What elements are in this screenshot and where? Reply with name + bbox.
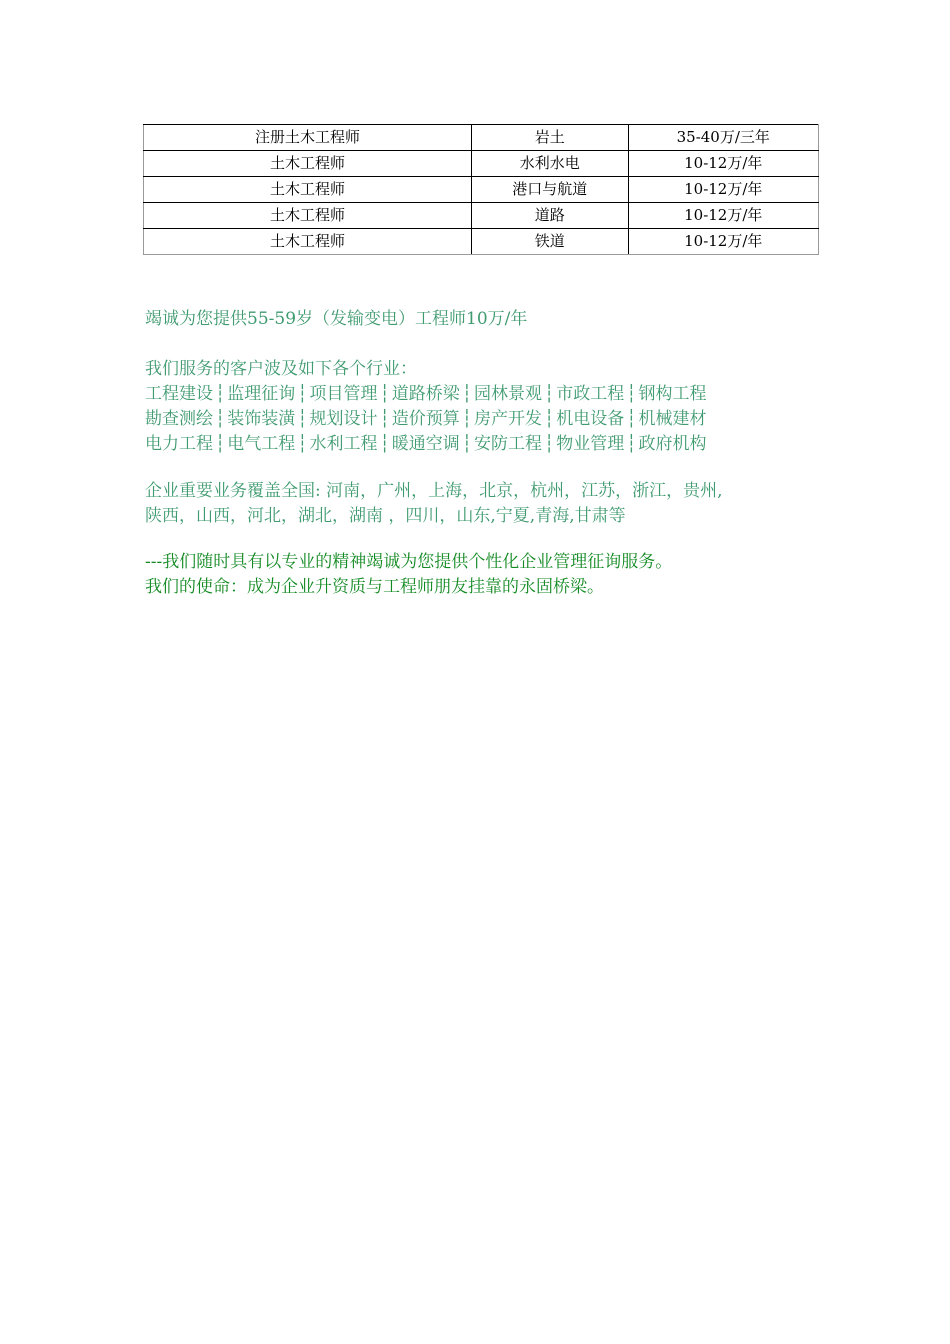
industry-item: 房产开发 — [474, 409, 542, 429]
separator-glyph: ┆ — [626, 384, 637, 404]
industry-item: 钢构工程 — [638, 384, 707, 404]
coverage-line: 企业重要业务覆盖全国: 河南，广州，上海，北京，杭州，江苏，浙江，贵州, — [145, 481, 723, 501]
offer-paragraph — [145, 307, 825, 332]
industry-item: 项目管理 — [309, 384, 378, 404]
industry-item: 电气工程 — [227, 434, 296, 454]
coverage-paragraph — [145, 479, 825, 529]
position-cell: 土木工程师 — [144, 203, 472, 229]
industry-item: 电力工程 — [145, 434, 213, 454]
specialty-cell: 铁道 — [471, 229, 628, 255]
specialty-cell: 港口与航道 — [471, 177, 628, 203]
rate-cell: 10-12万/年 — [628, 151, 818, 177]
table-row — [144, 177, 819, 203]
industry-item: 工程建设 — [145, 384, 213, 404]
separator-glyph: ┆ — [215, 409, 226, 429]
separator-glyph: ┆ — [461, 434, 472, 454]
position-rate-table — [143, 124, 819, 255]
coverage-line: 陕西，山西，河北，湖北，湖南 ，四川，山东,宁夏,青海,甘肃等 — [145, 506, 626, 526]
separator-glyph: ┆ — [379, 434, 390, 454]
industries-section — [145, 357, 825, 457]
position-cell: 注册土木工程师 — [144, 125, 472, 151]
separator-glyph: ┆ — [379, 384, 390, 404]
industry-item: 园林景观 — [474, 384, 542, 404]
rate-cell: 35-40万/三年 — [628, 125, 818, 151]
separator-glyph: ┆ — [297, 434, 308, 454]
industry-line — [145, 432, 825, 457]
separator-glyph: ┆ — [544, 409, 555, 429]
separator-glyph: ┆ — [626, 434, 637, 454]
mission-paragraph — [145, 550, 825, 600]
industry-item: 规划设计 — [309, 409, 378, 429]
separator-glyph: ┆ — [215, 384, 226, 404]
table-row — [144, 203, 819, 229]
industry-item: 市政工程 — [556, 384, 625, 404]
position-cell: 土木工程师 — [144, 177, 472, 203]
table-row — [144, 151, 819, 177]
industries-intro: 我们服务的客户波及如下各个行业： — [145, 359, 417, 379]
separator-glyph: ┆ — [461, 409, 472, 429]
table-row — [144, 125, 819, 151]
industry-item: 物业管理 — [556, 434, 625, 454]
separator-glyph: ┆ — [544, 384, 555, 404]
table-row — [144, 229, 819, 255]
industry-item: 政府机构 — [638, 434, 707, 454]
specialty-cell: 岩土 — [471, 125, 628, 151]
separator-glyph: ┆ — [544, 434, 555, 454]
specialty-cell: 水利水电 — [471, 151, 628, 177]
rate-cell: 10-12万/年 — [628, 229, 818, 255]
industry-item: 造价预算 — [391, 409, 460, 429]
industry-item: 机械建材 — [638, 409, 707, 429]
industry-line — [145, 407, 825, 432]
industry-item: 水利工程 — [309, 434, 378, 454]
industry-item: 安防工程 — [474, 434, 542, 454]
mission-statement: 我们的使命：成为企业升资质与工程师朋友挂靠的永固桥梁。 — [145, 577, 604, 597]
separator-glyph: ┆ — [379, 409, 390, 429]
position-rate-table-body — [144, 125, 819, 255]
separator-glyph: ┆ — [461, 384, 472, 404]
separator-glyph: ┆ — [297, 384, 308, 404]
offer-text: 竭诚为您提供55-59岁（发输变电）工程师10万/年 — [145, 309, 528, 329]
position-cell: 土木工程师 — [144, 151, 472, 177]
industry-item: 机电设备 — [556, 409, 625, 429]
separator-glyph: ┆ — [626, 409, 637, 429]
rate-cell: 10-12万/年 — [628, 203, 818, 229]
industry-item: 道路桥梁 — [391, 384, 460, 404]
industry-item: 勘查测绘 — [145, 409, 213, 429]
industry-item: 装饰装潢 — [227, 409, 296, 429]
position-cell: 土木工程师 — [144, 229, 472, 255]
separator-glyph: ┆ — [297, 409, 308, 429]
service-statement: ---我们随时具有以专业的精神竭诚为您提供个性化企业管理征询服务。 — [145, 552, 673, 572]
industry-item: 监理征询 — [227, 384, 296, 404]
separator-glyph: ┆ — [215, 434, 226, 454]
industry-item: 暖通空调 — [391, 434, 460, 454]
rate-cell: 10-12万/年 — [628, 177, 818, 203]
industry-line — [145, 382, 825, 407]
specialty-cell: 道路 — [471, 203, 628, 229]
